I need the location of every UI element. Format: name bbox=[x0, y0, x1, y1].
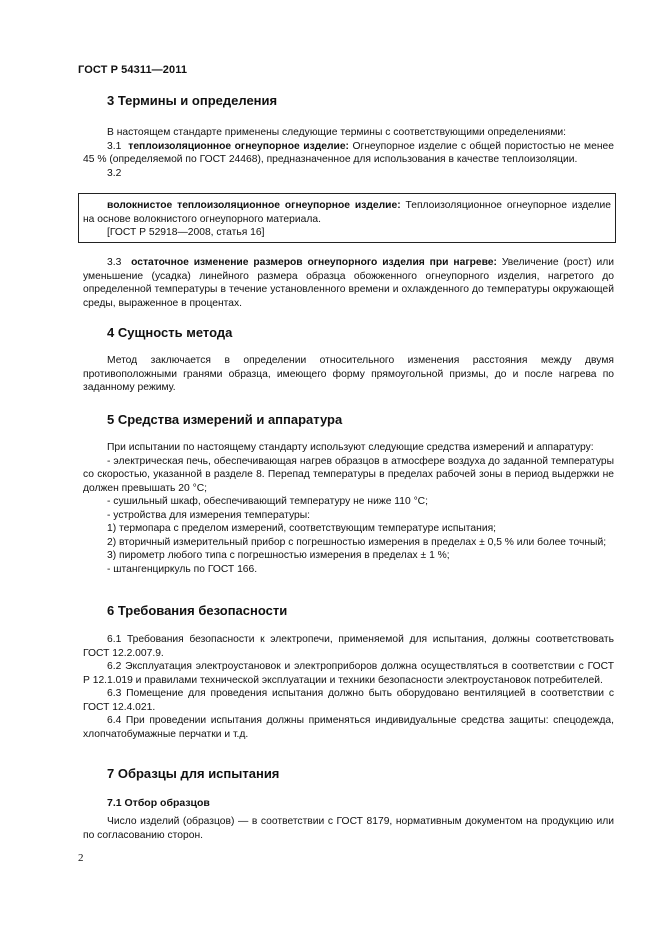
clause-6-4: 6.4 При проведении испытания должны применяться индивидуальные средства защиты: спецодежда, хлопчатобумажные перчатки и т.д. bbox=[83, 715, 614, 740]
list-item: - штангенциркуль по ГОСТ 166. bbox=[107, 563, 258, 575]
document-header: ГОСТ Р 54311—2011 bbox=[78, 64, 188, 76]
term-3-3-name: остаточное изменение размеров огнеупорного изделия при нагреве: bbox=[131, 257, 497, 268]
term-3-2-box bbox=[78, 193, 616, 243]
list-item: - устройства для измерения температуры: bbox=[107, 509, 311, 521]
clause-6-1: 6.1 Требования безопасности к электропечи, применяемой для испытания, должны соответствовать ГОСТ 12.2.007.9. bbox=[83, 634, 614, 659]
clause-6-3: 6.3 Помещение для проведения испытания должно быть оборудовано вентиляцией в соответствии с ГОСТ 12.4.021. bbox=[83, 688, 614, 713]
list-item: - электрическая печь, обеспечивающая нагрев образцов в атмосфере воздуха до заданной температуры со скоростью, указанной в разделе 8. Перепад температуры в пределах рабочей зоны в период выдержки не должен превышать 20 °С; bbox=[83, 455, 614, 494]
section-6-heading: 6 Требования безопасности bbox=[107, 603, 288, 618]
list-item: - сушильный шкаф, обеспечивающий температуру не ниже 110 °С; bbox=[107, 496, 428, 507]
term-3-2-name: волокнистое теплоизоляционное огнеупорное изделие: bbox=[107, 200, 401, 211]
section-6-body bbox=[83, 633, 614, 741]
term-3-2-number: 3.2 bbox=[107, 167, 122, 179]
term-3-2 bbox=[83, 199, 611, 226]
section-4-text: Метод заключается в определении относительного изменения расстояния между двумя противоположными гранями образца, имеющего форму прямоугольной призмы, до и после нагрева по заданному режиму. bbox=[83, 355, 614, 393]
clause-6-2: 6.2 Эксплуатация электроустановок и электроприборов должна осуществляться в соответствии с ГОСТ Р 12.1.019 и правилами технической эксплуатации и техники безопасности электроустановок потребителей. bbox=[83, 661, 614, 686]
section-4-heading: 4 Сущность метода bbox=[107, 325, 233, 340]
term-3-1-name: теплоизоляционное огнеупорное изделие: bbox=[128, 140, 349, 152]
term-3-1: 3.1 теплоизоляционное огнеупорное изделие: Огнеупорное изделие с общей пористостью не менее 45 % (определяемой по ГОСТ 24468), предназначенное для использования в качестве теплоизоляции. bbox=[83, 140, 614, 165]
section-7-body bbox=[83, 815, 614, 842]
subsection-7-1-heading: 7.1 Отбор образцов bbox=[107, 797, 210, 809]
list-item: 2) вторичный измерительный прибор с погрешностью измерения в пределах ± 0,5 % или более точный; bbox=[107, 536, 607, 548]
term-3-1-definition: Огнеупорное изделие с общей пористостью не менее 45 % (определяемой по ГОСТ 24468), предназначенное для использования в качестве теплоизоляции. bbox=[83, 140, 614, 165]
section-5-intro: При испытании по настоящему стандарту используют следующие средства измерений и аппаратуру: bbox=[107, 442, 594, 453]
section-7-heading: 7 Образцы для испытания bbox=[107, 766, 280, 781]
term-3-2-definition: Теплоизоляционное огнеупорное изделие на основе волокнистого огнеупорного материала. bbox=[83, 200, 611, 225]
section-3-body bbox=[83, 126, 614, 180]
term-3-3: 3.3 остаточное изменение размеров огнеупорного изделия при нагреве: Увеличение (рост) или уменьшение (усадка) линейного размера образца обожженного огнеупорного изделия, нагретого до определенной температуры в течение установленного времени и охлажденного до температуры окружающей среды, выраженное в процентах. bbox=[83, 257, 614, 309]
term-3-2-reference: [ГОСТ Р 52918—2008, статья 16] bbox=[107, 227, 265, 238]
section-3-heading: 3 Термины и определения bbox=[107, 93, 278, 108]
section-5-heading: 5 Средства измерений и аппаратура bbox=[107, 412, 343, 427]
section-5-body bbox=[83, 441, 614, 576]
page-number: 2 bbox=[78, 852, 84, 864]
list-item: 3) пирометр любого типа с погрешностью измерения в пределах ± 1 %; bbox=[107, 550, 450, 561]
section-4-body bbox=[83, 354, 614, 395]
list-item: 1) термопара с пределом измерений, соответствующим температуре испытания; bbox=[107, 523, 497, 534]
subsection-7-1-text: Число изделий (образцов) — в соответствии с ГОСТ 8179, нормативным документом на продукцию или по согласованию сторон. bbox=[83, 816, 614, 841]
term-3-3-definition: Увеличение (рост) или уменьшение (усадка) линейного размера образца обожженного огнеупорного изделия, нагретого до определенной температуры в течение установленного времени и охлажденного до температуры окружающей среды, выраженное в процентах. bbox=[83, 257, 614, 309]
section-3-intro: В настоящем стандарте применены следующие термины с соответствующими определениями: bbox=[107, 127, 567, 138]
